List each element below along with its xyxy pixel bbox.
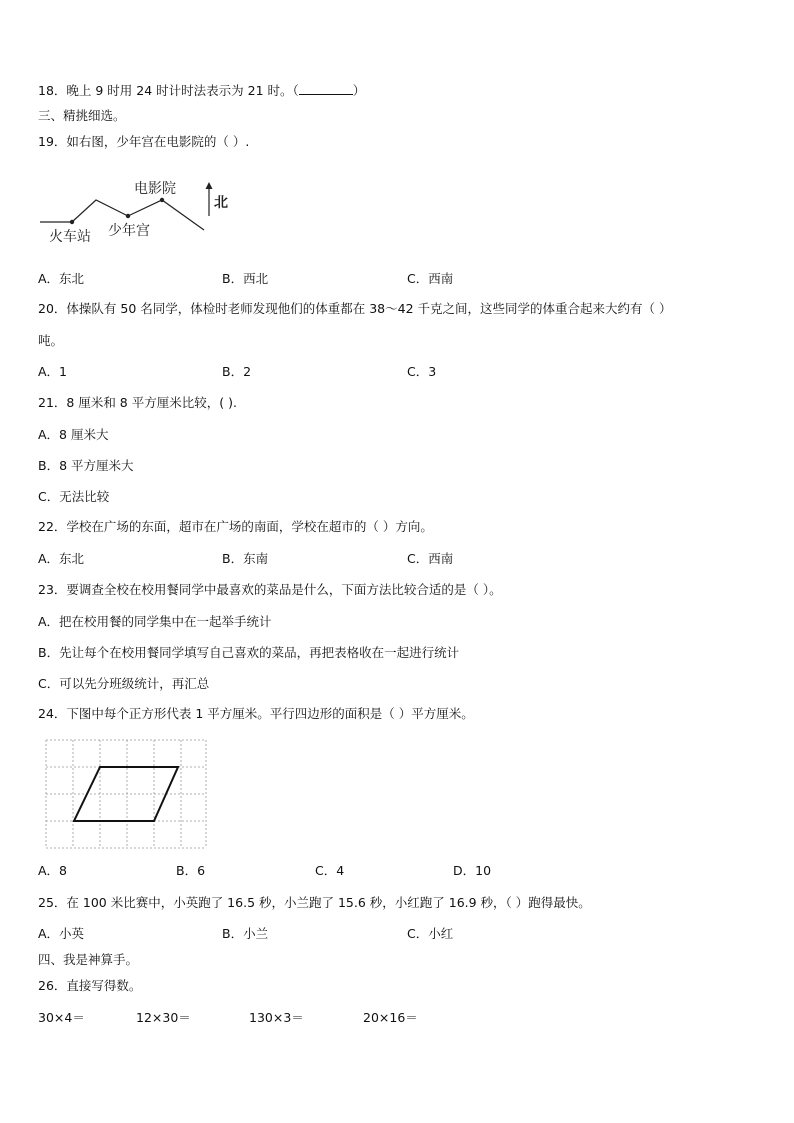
option-c[interactable]: C．西南 — [407, 271, 454, 286]
option-b[interactable]: B．2 — [222, 364, 252, 379]
north-label: 北 — [214, 195, 228, 211]
option-a[interactable]: A．8 — [38, 863, 68, 878]
calc-item[interactable]: 130×3＝ — [249, 1010, 304, 1025]
question-26: 26．直接写得数。 — [38, 978, 142, 993]
answer-blank[interactable] — [299, 84, 353, 95]
question-18-close: ） — [352, 83, 366, 98]
question-25: 25．在 100 米比赛中，小英跑了 16.5 秒，小兰跑了 15.6 秒，小红跑了 16.9 秒，（ ）跑得最快。 — [38, 895, 591, 910]
calc-item[interactable]: 20×16＝ — [363, 1010, 418, 1025]
question-20: 20．体操队有 50 名同学，体检时老师发现他们的体重都在 38～42 千克之间，这些同学的体重合起来大约有（ ） — [38, 301, 672, 316]
palace-label: 少年宫 — [108, 223, 150, 239]
option-b[interactable]: B．小兰 — [222, 926, 269, 941]
grid-parallelogram-figure — [44, 738, 210, 852]
north-arrow-head — [206, 182, 213, 189]
station-point — [70, 220, 74, 224]
question-23: 23．要调查全校在校用餐同学中最喜欢的菜品是什么，下面方法比较合适的是（ ）。 — [38, 582, 502, 597]
option-a[interactable]: A．东北 — [38, 551, 85, 566]
option-c[interactable]: C．可以先分班级统计，再汇总 — [38, 676, 210, 691]
option-a[interactable]: A．1 — [38, 364, 68, 379]
option-c[interactable]: C．西南 — [407, 551, 454, 566]
option-c[interactable]: C．无法比较 — [38, 489, 110, 504]
question-24: 24．下图中每个正方形代表 1 平方厘米。平行四边形的面积是（ ）平方厘米。 — [38, 706, 474, 721]
option-a[interactable]: A．8 厘米大 — [38, 427, 109, 442]
option-a[interactable]: A．东北 — [38, 271, 85, 286]
question-21: 21．8 厘米和 8 平方厘米比较，( ). — [38, 395, 237, 410]
direction-map-figure — [36, 172, 246, 248]
question-18 — [38, 82, 365, 100]
option-c[interactable]: C．小红 — [407, 926, 454, 941]
calc-item[interactable]: 12×30＝ — [136, 1010, 191, 1025]
option-c[interactable]: C．3 — [407, 364, 437, 379]
section-heading-4: 四、我是神算手。 — [38, 952, 139, 967]
option-b[interactable]: B．西北 — [222, 271, 269, 286]
square-grid — [46, 740, 206, 848]
option-a[interactable]: A．小英 — [38, 926, 85, 941]
option-b[interactable]: B．6 — [176, 863, 206, 878]
option-b[interactable]: B．8 平方厘米大 — [38, 458, 134, 473]
cinema-point — [160, 198, 164, 202]
option-d[interactable]: D．10 — [453, 863, 492, 878]
option-b[interactable]: B．先让每个在校用餐同学填写自己喜欢的菜品，再把表格收在一起进行统计 — [38, 645, 460, 660]
question-20-continued: 吨。 — [38, 333, 64, 348]
question-22: 22．学校在广场的东面，超市在广场的南面，学校在超市的（ ）方向。 — [38, 519, 433, 534]
option-a[interactable]: A．把在校用餐的同学集中在一起举手统计 — [38, 614, 272, 629]
cinema-label: 电影院 — [134, 181, 176, 197]
option-b[interactable]: B．东南 — [222, 551, 269, 566]
station-label: 火车站 — [49, 229, 91, 245]
question-18-text: 18．晚上 9 时用 24 时计时法表示为 21 时。（ — [38, 83, 299, 98]
palace-point — [126, 214, 130, 218]
question-19: 19．如右图，少年宫在电影院的（ ）. — [38, 134, 250, 149]
section-heading-3: 三、精挑细选。 — [38, 108, 126, 123]
option-c[interactable]: C．4 — [315, 863, 345, 878]
calc-item[interactable]: 30×4＝ — [38, 1010, 85, 1025]
